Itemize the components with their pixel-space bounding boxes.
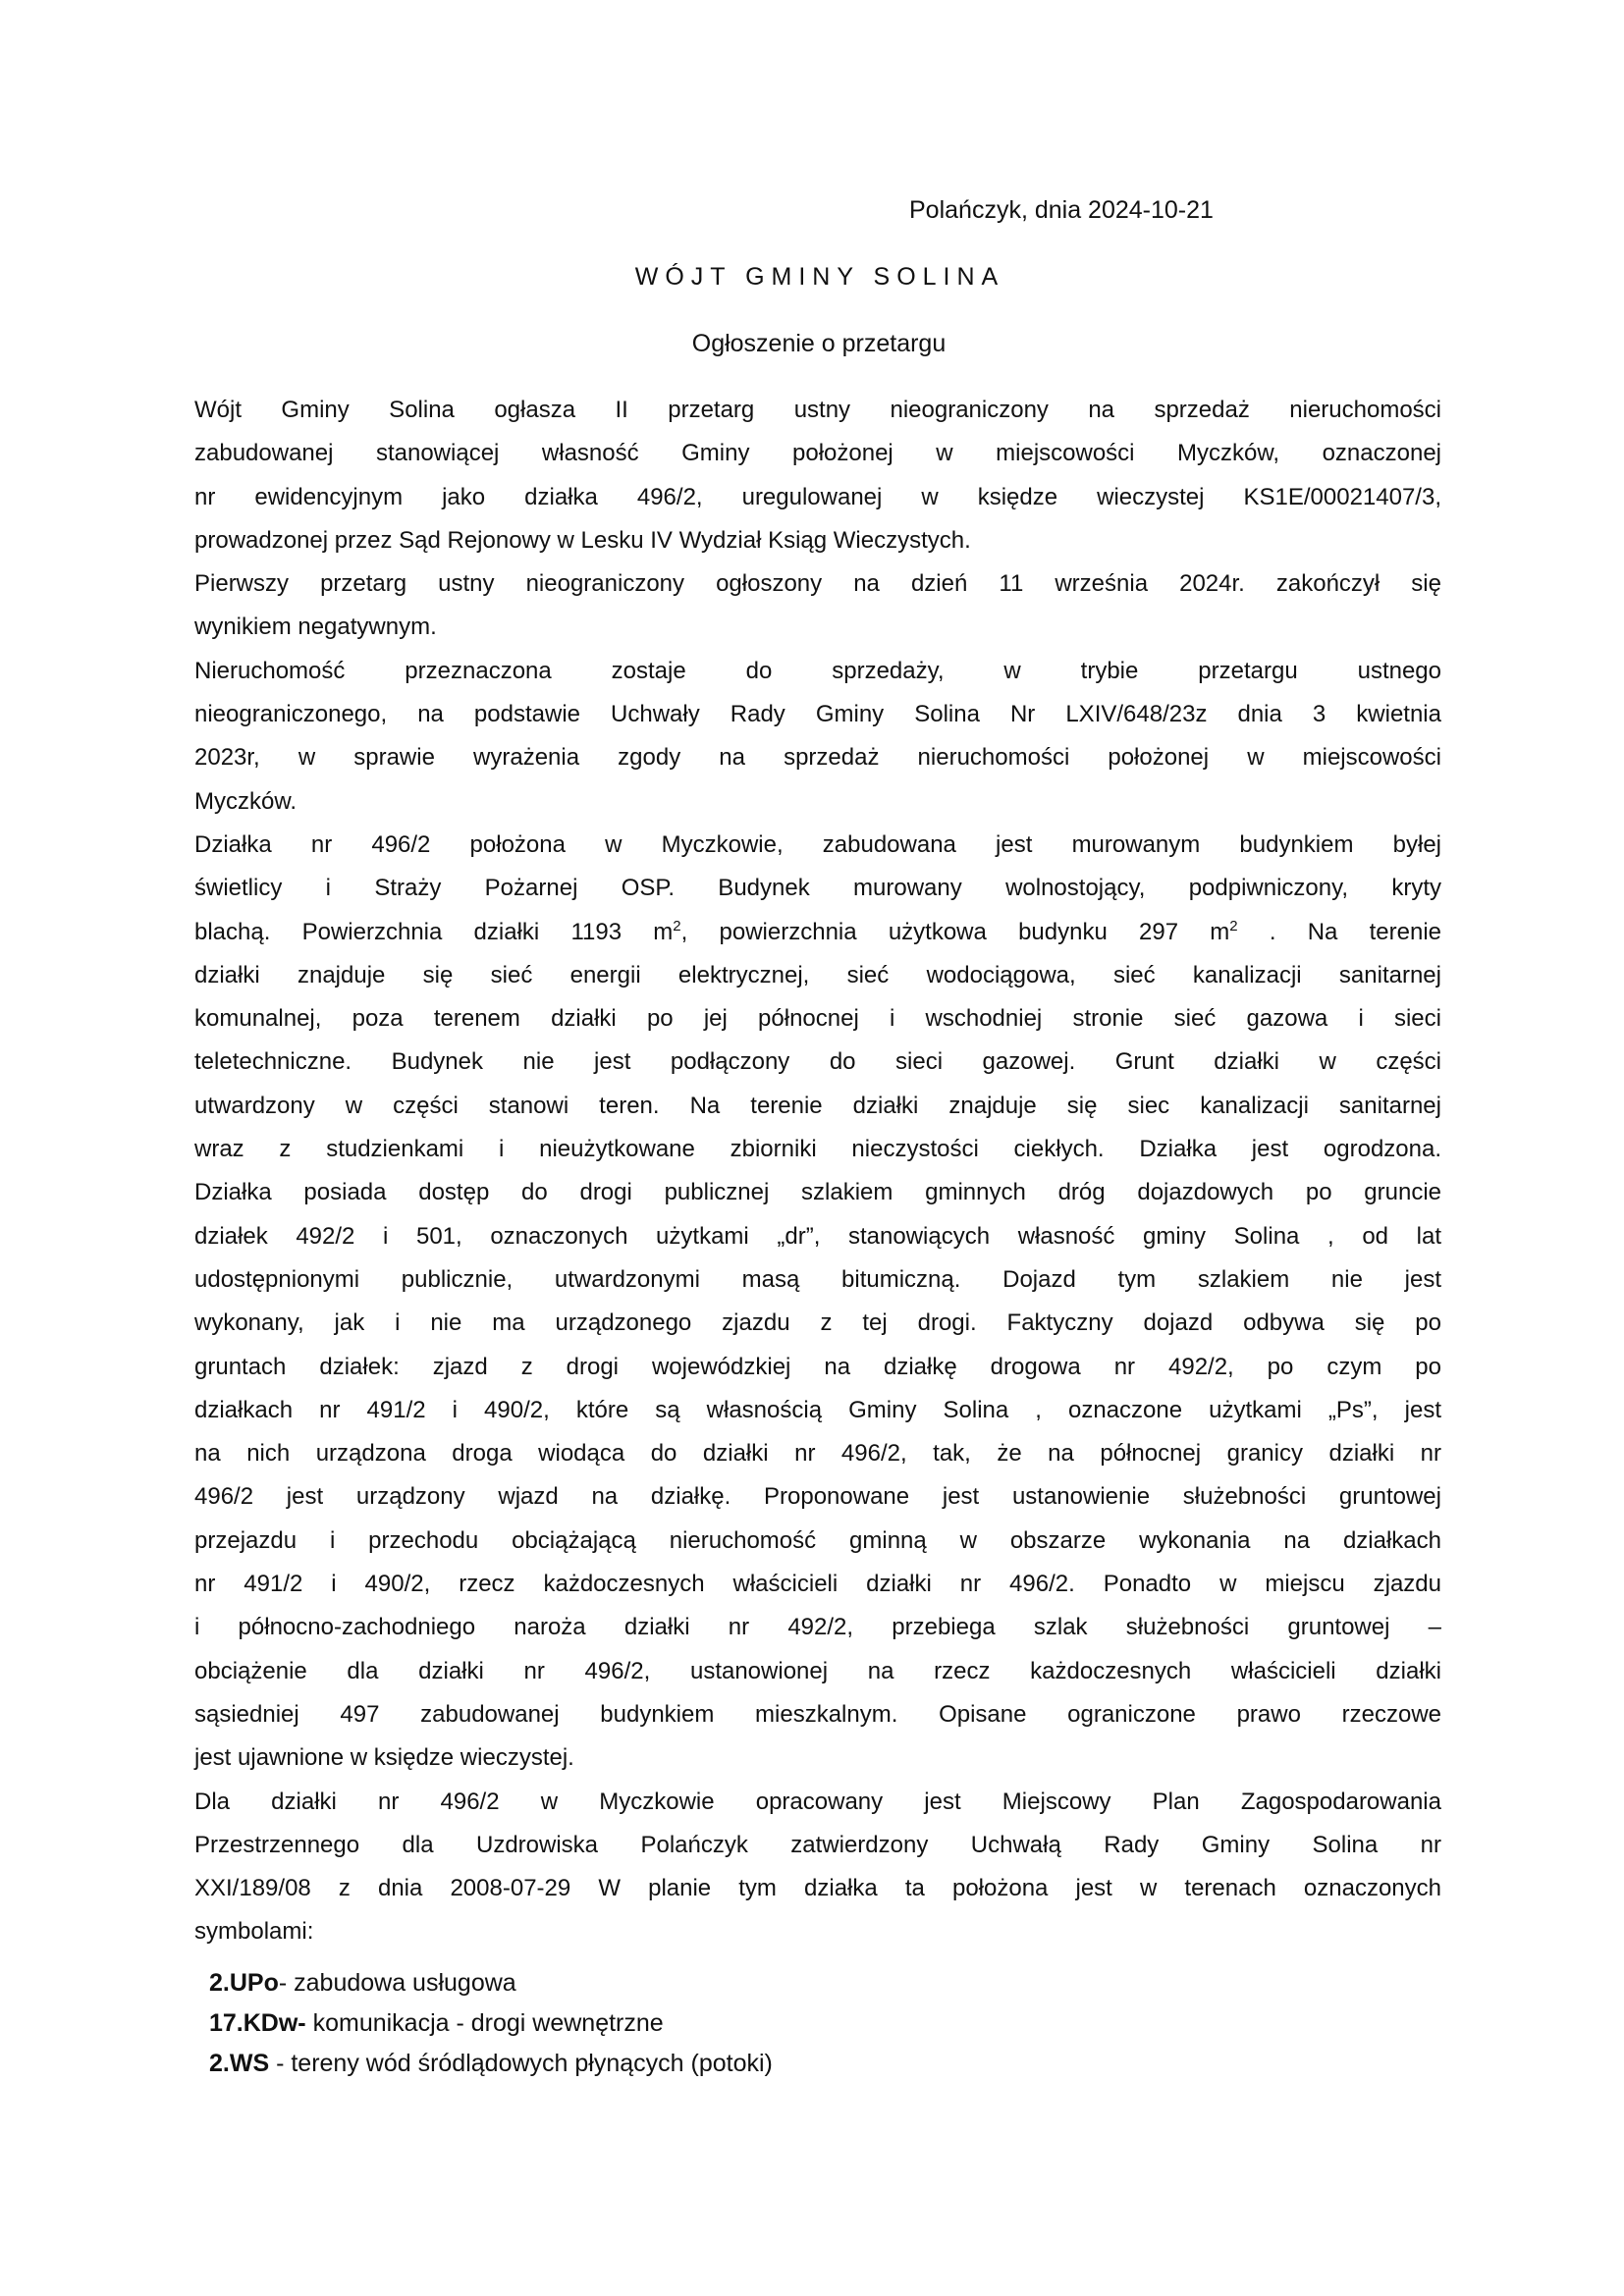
- body-line: [194, 1693, 1441, 1736]
- body-text: symbolami:: [194, 1918, 314, 1946]
- body-line: [194, 824, 1441, 867]
- body-text: obciążenie dla działki nr 496/2, ustanowionej na rzecz każdoczesnych właścicieli działki: [194, 1657, 1441, 1684]
- body-text: gruntach działek: zjazd z drogi wojewódzkiej na działkę drogowa nr 492/2, po czym po: [194, 1353, 1441, 1380]
- body-text: działek 492/2 i 501, oznaczonych użytkami „dr”, stanowiących własność gminy Solina , od lat: [194, 1222, 1441, 1250]
- body-text: Wójt Gminy Solina ogłasza II przetarg ustny nieograniczony na sprzedaż nieruchomości: [194, 397, 1441, 423]
- body-line: [194, 562, 1441, 606]
- body-text: działki znajduje się sieć energii elektrycznej, sieć wodociągowa, sieć kanalizacji sanitarnej: [194, 961, 1441, 988]
- body-line: [194, 736, 1441, 779]
- body-text: Przestrzennego dla Uzdrowiska Polańczyk zatwierdzony Uchwałą Rady Gminy Solina nr: [194, 1831, 1441, 1858]
- body-text: sąsiedniej 497 zabudowanej budynkiem mieszkalnym. Opisane ograniczone prawo rzeczowe: [194, 1700, 1441, 1728]
- body-text: nieograniczonego, na podstawie Uchwały Rady Gminy Solina Nr LXIV/648/23z dnia 3 kwietnia: [194, 701, 1441, 728]
- body-text: działkach nr 491/2 i 490/2, które są własnością Gminy Solina , oznaczone użytkami „Ps”, jest: [194, 1396, 1441, 1423]
- zoning-code: 2.UPo: [209, 1969, 279, 1997]
- body-text: Pierwszy przetarg ustny nieograniczony ogłoszony na dzień 11 września 2024r. zakończył się: [194, 570, 1441, 598]
- body-line: [194, 1215, 1441, 1258]
- body-text: na nich urządzona droga wiodąca do działki nr 496/2, tak, że na północnej granicy działki nr: [194, 1440, 1441, 1468]
- body-text: udostępnionymi publicznie, utwardzonymi masą bitumiczną. Dojazd tym szlakiem nie jest: [194, 1265, 1441, 1293]
- body-line: [194, 519, 1441, 562]
- body-text: wykonany, jak i nie ma urządzonego zjazdu z tej drogi. Faktyczny dojazd odbywa się po: [194, 1309, 1441, 1337]
- document-subject: Ogłoszenie o przetargu: [691, 330, 947, 357]
- body-line: [194, 1736, 1441, 1780]
- body-text: Działka posiada dostęp do drogi publicznej szlakiem gminnych dróg dojazdowych po gruncie: [194, 1179, 1441, 1206]
- body-text: jest ujawnione w księdze wieczystej.: [194, 1744, 574, 1772]
- body-text: Dla działki nr 496/2 w Myczkowie opracowany jest Miejscowy Plan Zagospodarowania: [194, 1788, 1441, 1815]
- body-text: komunalnej, poza terenem działki po jej północnej i wschodniej stronie sieć gazowa i sieci: [194, 1005, 1441, 1033]
- body-text: Nieruchomość przeznaczona zostaje do sprzedaży, w trybie przetargu ustnego: [194, 657, 1441, 684]
- body-text: przejazdu i przechodu obciążającą nieruchomość gminną w obszarze wykonania na działkach: [194, 1526, 1441, 1554]
- body-text: 496/2 jest urządzony wjazd na działkę. Proponowane jest ustanowienie służebności gruntowej: [194, 1483, 1441, 1511]
- body-line: [194, 389, 1441, 432]
- body-line: [194, 1171, 1441, 1214]
- body-text: 2023r, w sprawie wyrażenia zgody na sprzedaż nieruchomości położonej w miejscowości: [194, 744, 1441, 772]
- zoning-code: 17.KDw-: [209, 2009, 306, 2037]
- zoning-description: - tereny wód śródlądowych płynących (potoki): [269, 2050, 773, 2077]
- body-text: utwardzony w części stanowi teren. Na terenie działki znajduje się siec kanalizacji sanitarnej: [194, 1092, 1441, 1119]
- body-line: [194, 1606, 1441, 1649]
- body-line: [194, 911, 1441, 954]
- zoning-code: 2.WS: [209, 2050, 270, 2077]
- body-line: [194, 1781, 1441, 1824]
- body-line: [194, 1128, 1441, 1171]
- body-line: [194, 432, 1441, 475]
- zoning-description: - zabudowa usługowa: [278, 1969, 516, 1997]
- body-line: [194, 780, 1441, 824]
- document-date: Polańczyk, dnia 2024-10-21: [909, 196, 1214, 224]
- body-text: . Na terenie: [1237, 918, 1442, 945]
- body-line: [194, 1389, 1441, 1432]
- body-line: [194, 693, 1441, 736]
- zoning-symbol-item: [209, 2044, 773, 2084]
- superscript: 2: [1229, 917, 1238, 934]
- body-line: [194, 1475, 1441, 1519]
- body-line: [194, 954, 1441, 997]
- body-line: [194, 1432, 1441, 1475]
- body-text: , powierzchnia użytkowa budynku 297 m: [680, 918, 1230, 945]
- body-line: [194, 1520, 1441, 1563]
- body-line: [194, 1302, 1441, 1345]
- body-line: [194, 650, 1441, 693]
- body-text: blachą. Powierzchnia działki 1193 m: [194, 918, 674, 945]
- body-line: [194, 1085, 1441, 1128]
- body-line: [194, 1650, 1441, 1693]
- zoning-symbol-item: [209, 2003, 773, 2044]
- body-line: [194, 1824, 1441, 1867]
- body-line: [194, 1563, 1441, 1606]
- body-line: [194, 606, 1441, 649]
- body-line: [194, 476, 1441, 519]
- body-line: [194, 1910, 1441, 1953]
- body-line: [194, 1258, 1441, 1302]
- body-line: [194, 997, 1441, 1041]
- zoning-symbol-list: [209, 1963, 773, 2084]
- body-text: nr 491/2 i 490/2, rzecz każdoczesnych właścicieli działki nr 496/2. Ponadto w miejscu zjazdu: [194, 1571, 1441, 1598]
- body-text: wraz z studzienkami i nieużytkowane zbiorniki nieczystości ciekłych. Działka jest ogrodzona.: [194, 1136, 1441, 1163]
- zoning-symbol-item: [209, 1963, 773, 2003]
- body-text: i północno-zachodniego naroża działki nr 492/2, przebiega szlak służebności gruntowej –: [194, 1614, 1441, 1641]
- body-text: XXI/189/08 z dnia 2008-07-29 W planie tym działka ta położona jest w terenach oznaczonych: [194, 1875, 1441, 1902]
- document-body: [194, 389, 1441, 1954]
- body-line: [194, 1041, 1441, 1084]
- body-text: teletechniczne. Budynek nie jest podłączony do sieci gazowej. Grunt działki w części: [194, 1048, 1441, 1076]
- body-line: [194, 1867, 1441, 1910]
- zoning-description: komunikacja - drogi wewnętrzne: [305, 2009, 664, 2037]
- body-text: nr ewidencyjnym jako działka 496/2, uregulowanej w księdze wieczystej KS1E/00021407/3,: [194, 483, 1441, 510]
- body-text: zabudowanej stanowiącej własność Gminy położonej w miejscowości Myczków, oznaczonej: [194, 440, 1441, 467]
- body-line: [194, 1346, 1441, 1389]
- body-line: [194, 867, 1441, 910]
- body-text: prowadzonej przez Sąd Rejonowy w Lesku IV Wydział Ksiąg Wieczystych.: [194, 526, 971, 554]
- body-text: wynikiem negatywnym.: [194, 614, 437, 641]
- superscript: 2: [673, 917, 681, 934]
- document-authority: WÓJT GMINY SOLINA: [634, 263, 1005, 291]
- body-text: świetlicy i Straży Pożarnej OSP. Budynek murowany wolnostojący, podpiwniczony, kryty: [194, 875, 1441, 902]
- body-text: Działka nr 496/2 położona w Myczkowie, zabudowana jest murowanym budynkiem byłej: [194, 830, 1441, 858]
- body-text: Myczków.: [194, 787, 298, 815]
